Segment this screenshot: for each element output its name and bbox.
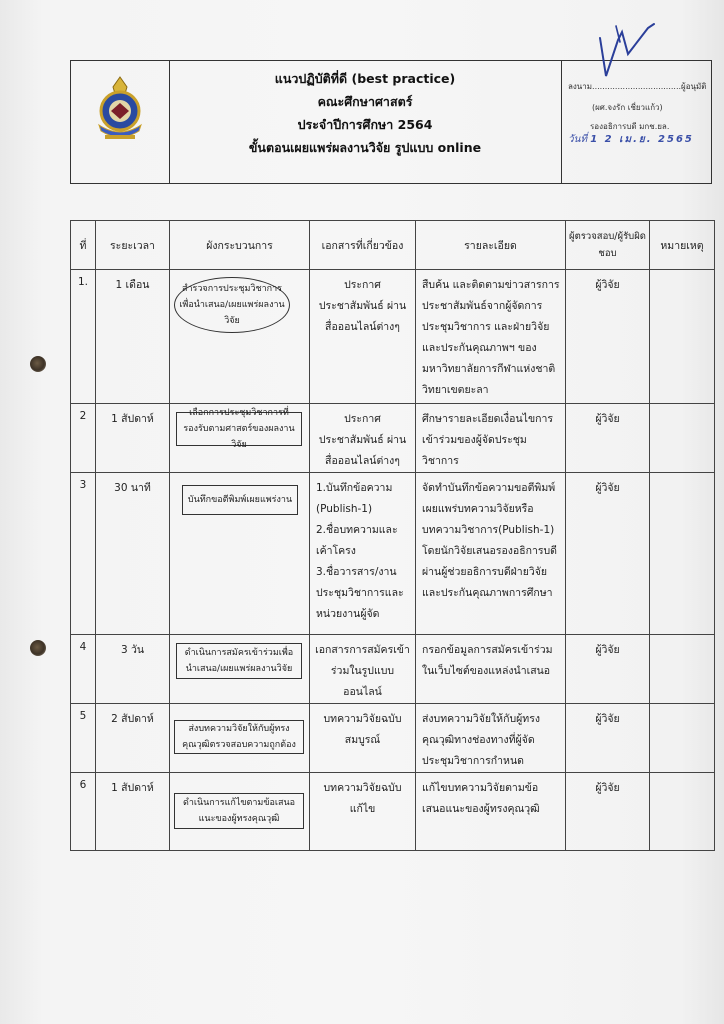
table-row [71, 473, 715, 635]
row-documents: เอกสารการสมัครเข้าร่วมในรูปแบบออนไลน์ [310, 635, 416, 704]
header-title-line: ประจำปีการศึกษา 2564 [297, 117, 433, 132]
row-responsible: ผู้วิจัย [566, 635, 650, 704]
flow-cell [170, 473, 310, 635]
date-label: วันที่ [568, 134, 588, 145]
row-remark [650, 270, 715, 404]
date-value: 1 2 เม.ย. 2565 [590, 134, 694, 145]
row-details: ส่งบทความวิจัยให้กับผู้ทรงคุณวุฒิทางช่องทางที่ผู้จัดประชุมวิชาการกำหนด [416, 704, 566, 773]
flow-box: เลือกการประชุมวิชาการที่รองรับตามศาสตร์ของผลงานวิจัย [176, 412, 302, 446]
row-responsible: ผู้วิจัย [566, 404, 650, 473]
row-number: 5 [71, 704, 96, 773]
flow-cell [170, 404, 310, 473]
flow-box: บันทึกขอตีพิมพ์เผยแพร่งาน [182, 485, 298, 515]
flow-box: ดำเนินการสมัครเข้าร่วมเพื่อนำเสนอ/เผยแพร่ผลงานวิจัย [176, 643, 302, 679]
approval-position: รองอธิการบดี มกช.ยล. [590, 122, 670, 131]
binder-hole [30, 640, 46, 656]
table-header-row [71, 221, 715, 270]
table-row [71, 704, 715, 773]
flow-ellipse: สำรวจการประชุมวิชาการเพื่อนำเสนอ/เผยแพร่ผลงานวิจัย [174, 277, 290, 333]
header-title-block [169, 61, 561, 159]
table-row [71, 635, 715, 704]
row-details: กรอกข้อมูลการสมัครเข้าร่วมในเว็บไซต์ของแหล่งนำเสนอ [416, 635, 566, 704]
column-header: ผังกระบวนการ [170, 221, 310, 270]
row-details: สืบค้น และติดตามข่าวสารการประชาสัมพันธ์จากผู้จัดการประชุมวิชาการ และฝ่ายวิจัยและประกันคุณภาพฯ ของมหาวิทยาลัยการกีฬาแห่งชาติ วิทยาเขตยะลา [416, 270, 566, 404]
process-table [70, 220, 715, 851]
row-duration: 3 วัน [96, 635, 170, 704]
row-responsible: ผู้วิจัย [566, 270, 650, 404]
row-number: 2 [71, 404, 96, 473]
row-number: 3 [71, 473, 96, 635]
row-remark [650, 473, 715, 635]
flow-cell [170, 270, 310, 404]
column-header: รายละเอียด [416, 221, 566, 270]
row-documents: บทความวิจัยฉบับแก้ไข [310, 773, 416, 851]
row-documents: บทความวิจัยฉบับสมบูรณ์ [310, 704, 416, 773]
header-title-line: คณะศึกษาศาสตร์ [317, 94, 413, 109]
column-header: หมายเหตุ [650, 221, 715, 270]
row-remark [650, 773, 715, 851]
row-details: ศึกษารายละเอียดเงื่อนไขการเข้าร่วมของผู้จัดประชุมวิชาการ [416, 404, 566, 473]
row-documents: ประกาศ ประชาสัมพันธ์ ผ่านสื่อออนไลน์ต่างๆ [310, 270, 416, 404]
row-responsible: ผู้วิจัย [566, 773, 650, 851]
row-documents: ประกาศ ประชาสัมพันธ์ ผ่านสื่อออนไลน์ต่างๆ [310, 404, 416, 473]
header-title-line: แนวปฏิบัติที่ดี (best practice) [274, 71, 456, 86]
row-number: 4 [71, 635, 96, 704]
row-duration: 1 เดือน [96, 270, 170, 404]
binder-hole [30, 356, 46, 372]
row-responsible: ผู้วิจัย [566, 704, 650, 773]
logo-cell [71, 61, 170, 183]
row-number: 6 [71, 773, 96, 851]
column-header: ระยะเวลา [96, 221, 170, 270]
row-documents: 1.บันทึกข้อความ (Publish-1) 2.ชื่อบทความและเค้าโครง 3.ชื่อวารสาร/งานประชุมวิชาการและหน่วยงานผู้จัด [310, 473, 416, 635]
header-title-line: ขั้นตอนเผยแพร่ผลงานวิจัย รูปแบบ online [248, 140, 482, 155]
row-remark [650, 704, 715, 773]
row-remark [650, 404, 715, 473]
column-header: ที่ [71, 221, 96, 270]
table-row [71, 270, 715, 404]
row-duration: 30 นาที [96, 473, 170, 635]
flow-cell [170, 704, 310, 773]
signature-mark [596, 18, 658, 82]
column-header: เอกสารที่เกี่ยวข้อง [310, 221, 416, 270]
flow-cell [170, 635, 310, 704]
row-remark [650, 635, 715, 704]
flow-cell [170, 773, 310, 851]
approval-name: (ผศ.จงรัก เชี่ยวแก้ว) [592, 103, 663, 112]
table-row [71, 773, 715, 851]
university-crest-icon [91, 75, 149, 141]
row-duration: 2 สัปดาห์ [96, 704, 170, 773]
row-details: แก้ไขบทความวิจัยตามข้อเสนอแนะของผู้ทรงคุณวุฒิ [416, 773, 566, 851]
flow-box: ดำเนินการแก้ไขตามข้อเสนอแนะของผู้ทรงคุณวุฒิ [174, 793, 304, 829]
approval-date [568, 132, 694, 147]
approval-sign-label: ลงนาม...................................ผู้อนุมัติ [568, 82, 707, 91]
column-header: ผู้ตรวจสอบ/ผู้รับผิดชอบ [566, 221, 650, 270]
row-number: 1. [71, 270, 96, 404]
row-details: จัดทำบันทึกข้อความขอตีพิมพ์เผยแพร่บทความวิจัยหรือบทความวิชาการ(Publish-1) โดยนักวิจัยเสนอรองอธิการบดีผ่านผู้ช่วยอธิการบดีฝ่ายวิจัยและประกันคุณภาพการศึกษา [416, 473, 566, 635]
row-duration: 1 สัปดาห์ [96, 404, 170, 473]
row-responsible: ผู้วิจัย [566, 473, 650, 635]
row-duration: 1 สัปดาห์ [96, 773, 170, 851]
table-row [71, 404, 715, 473]
flow-box: ส่งบทความวิจัยให้กับผู้ทรงคุณวุฒิตรวจสอบความถูกต้อง [174, 720, 304, 754]
